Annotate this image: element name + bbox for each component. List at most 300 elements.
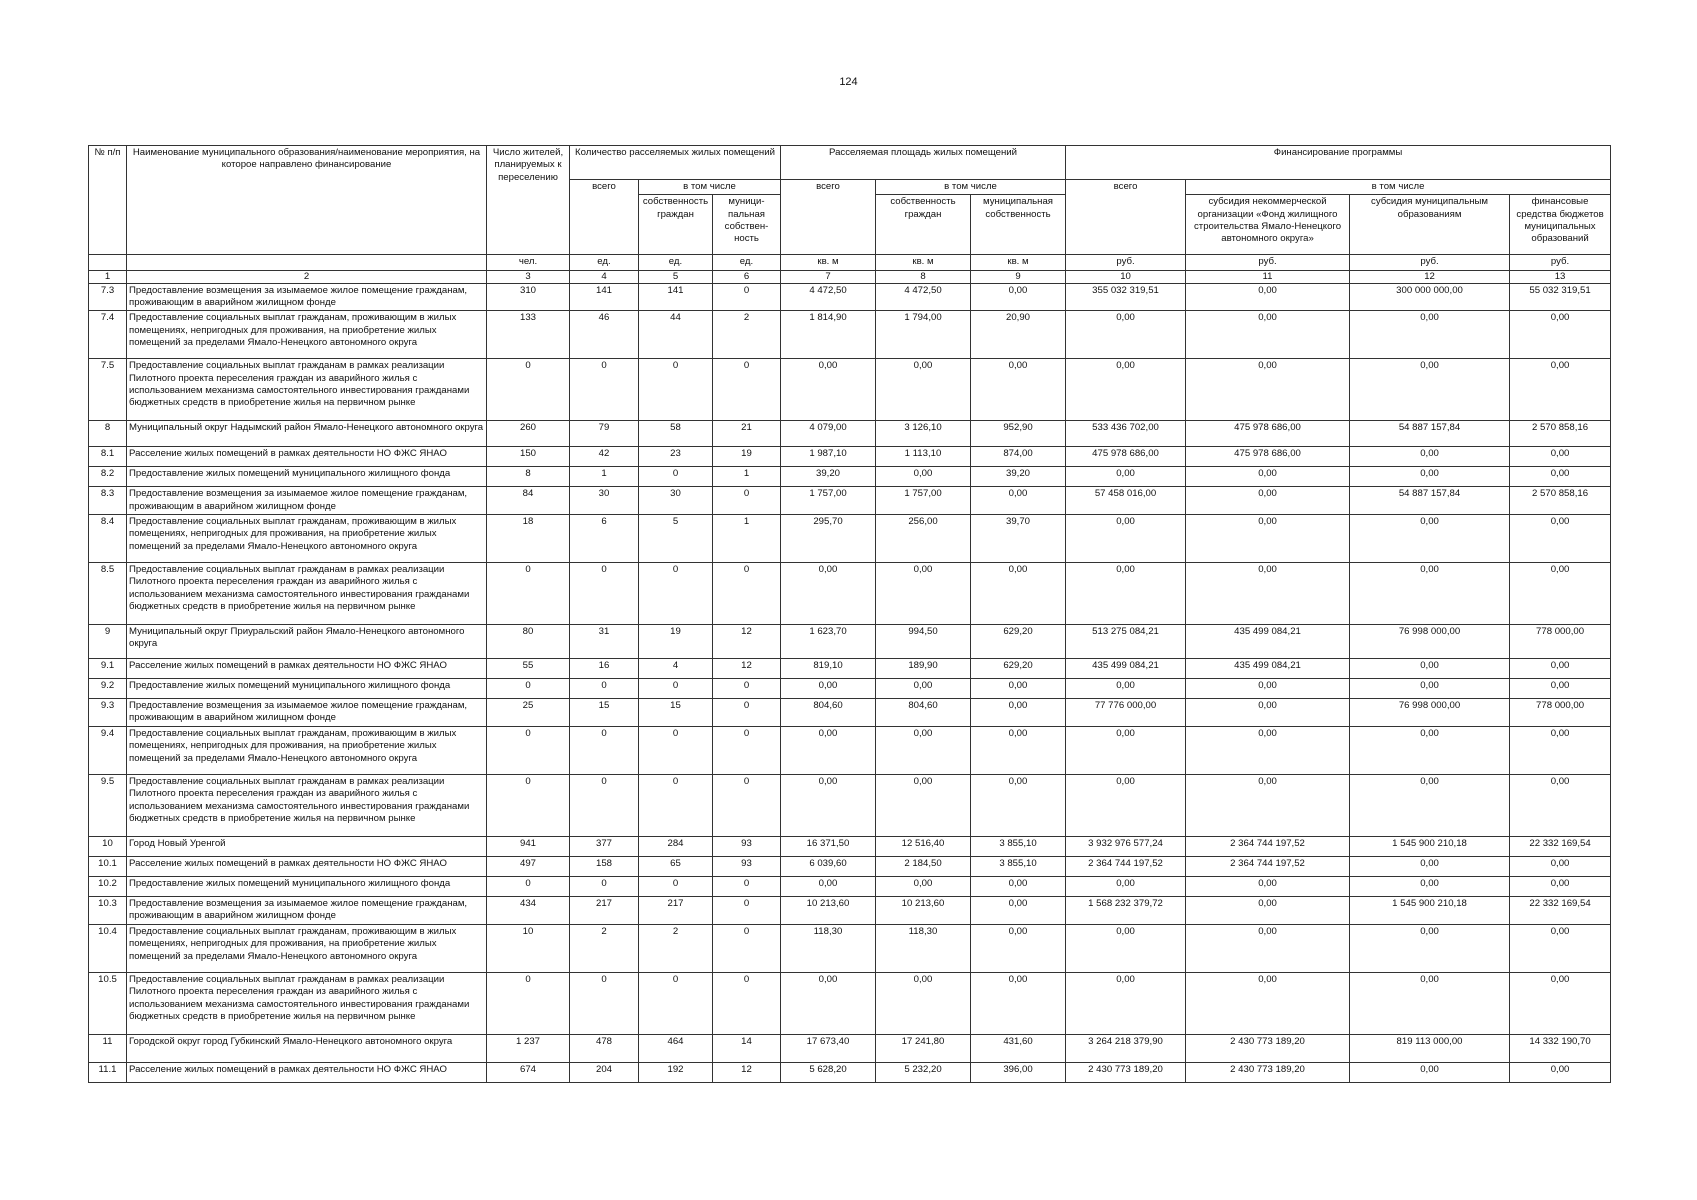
row-number-cell: 9.3 — [89, 699, 127, 727]
row-number-cell: 8.4 — [89, 515, 127, 563]
row-number-cell: 10.2 — [89, 877, 127, 897]
value-cell: 204 — [570, 1063, 639, 1083]
resettlement-table-wrapper — [88, 145, 1611, 1083]
value-cell: 0,00 — [1186, 563, 1350, 625]
row-number-cell: 10.5 — [89, 973, 127, 1035]
value-cell: 0,00 — [1350, 515, 1510, 563]
value-cell: 0,00 — [876, 467, 971, 487]
value-cell: 77 776 000,00 — [1066, 699, 1186, 727]
unit-cell: кв. м — [781, 255, 876, 270]
value-cell: 19 — [713, 447, 781, 467]
value-cell: 12 — [713, 659, 781, 679]
row-name-cell: Предоставление социальных выплат гражданам в рамках реализации Пилотного проекта переселения граждан из аварийного жилья с использованием механизма самостоятельного инвестирования гражданами бюджетных средств в приобретение жилья на первичном рынке — [127, 563, 487, 625]
value-cell: 629,20 — [971, 659, 1066, 679]
value-cell: 0 — [713, 727, 781, 775]
value-cell: 0 — [487, 877, 570, 897]
value-cell: 0,00 — [1066, 515, 1186, 563]
value-cell: 0,00 — [971, 487, 1066, 515]
value-cell: 431,60 — [971, 1035, 1066, 1063]
value-cell: 819,10 — [781, 659, 876, 679]
value-cell: 0,00 — [1066, 973, 1186, 1035]
column-index-cell: 10 — [1066, 270, 1186, 283]
value-cell: 804,60 — [876, 699, 971, 727]
value-cell: 1 814,90 — [781, 311, 876, 359]
value-cell: 2 — [639, 925, 713, 973]
value-cell: 1 — [570, 467, 639, 487]
value-cell: 0,00 — [1350, 447, 1510, 467]
value-cell: 1 — [713, 467, 781, 487]
value-cell: 0,00 — [1510, 973, 1611, 1035]
value-cell: 0,00 — [781, 563, 876, 625]
unit-cell: руб. — [1350, 255, 1510, 270]
value-cell: 0,00 — [971, 679, 1066, 699]
value-cell: 0 — [487, 563, 570, 625]
value-cell: 0,00 — [876, 679, 971, 699]
table-row — [89, 727, 1611, 775]
value-cell: 1 623,70 — [781, 625, 876, 659]
row-number-cell: 8 — [89, 421, 127, 447]
value-cell: 0,00 — [781, 679, 876, 699]
value-cell: 0,00 — [1350, 311, 1510, 359]
value-cell: 0,00 — [781, 359, 876, 421]
value-cell: 0,00 — [1510, 359, 1611, 421]
value-cell: 0,00 — [1510, 1063, 1611, 1083]
row-name-cell: Муниципальный округ Приуральский район Ямало-Ненецкого автономного округа — [127, 625, 487, 659]
value-cell: 0,00 — [876, 359, 971, 421]
value-cell: 0 — [713, 775, 781, 837]
value-cell: 435 499 084,21 — [1066, 659, 1186, 679]
value-cell: 0,00 — [1186, 925, 1350, 973]
row-number-cell: 10.1 — [89, 857, 127, 877]
value-cell: 22 332 169,54 — [1510, 897, 1611, 925]
value-cell: 0,00 — [1510, 311, 1611, 359]
value-cell: 0,00 — [1350, 679, 1510, 699]
unit-cell: руб. — [1186, 255, 1350, 270]
value-cell: 12 — [713, 1063, 781, 1083]
value-cell: 1 757,00 — [876, 487, 971, 515]
area-citizens-header: собственность граждан — [876, 195, 971, 255]
row-name-cell: Предоставление социальных выплат гражданам, проживающим в жилых помещениях, непригодных для проживания, на приобретение жилых помещений за пределами Ямало-Ненецкого автономного округа — [127, 311, 487, 359]
table-row — [89, 625, 1611, 659]
value-cell: 76 998 000,00 — [1350, 625, 1510, 659]
value-cell: 513 275 084,21 — [1066, 625, 1186, 659]
value-cell: 0,00 — [1066, 563, 1186, 625]
value-cell: 435 499 084,21 — [1186, 659, 1350, 679]
value-cell: 0,00 — [1510, 563, 1611, 625]
column-index-cell: 11 — [1186, 270, 1350, 283]
value-cell: 39,20 — [971, 467, 1066, 487]
row-number-cell: 7.5 — [89, 359, 127, 421]
value-cell: 141 — [570, 283, 639, 311]
value-cell: 31 — [570, 625, 639, 659]
value-cell: 0,00 — [971, 699, 1066, 727]
units-empty-cell — [127, 255, 487, 270]
value-cell: 0 — [570, 973, 639, 1035]
value-cell: 16 371,50 — [781, 837, 876, 857]
value-cell: 0 — [570, 877, 639, 897]
value-cell: 0 — [639, 973, 713, 1035]
value-cell: 1 987,10 — [781, 447, 876, 467]
value-cell: 0,00 — [971, 877, 1066, 897]
premises-citizens-header: собственность граждан — [639, 195, 713, 255]
unit-cell: кв. м — [876, 255, 971, 270]
value-cell: 17 241,80 — [876, 1035, 971, 1063]
area-total-header: всего — [781, 180, 876, 255]
value-cell: 133 — [487, 311, 570, 359]
column-index-cell: 4 — [570, 270, 639, 283]
value-cell: 0,00 — [971, 563, 1066, 625]
table-row — [89, 421, 1611, 447]
value-cell: 0 — [570, 727, 639, 775]
row-name-cell: Предоставление жилых помещений муниципального жилищного фонда — [127, 467, 487, 487]
column-index-cell: 5 — [639, 270, 713, 283]
finance-total-header: всего — [1066, 180, 1186, 255]
unit-cell: руб. — [1510, 255, 1611, 270]
table-row — [89, 877, 1611, 897]
value-cell: 0,00 — [1510, 775, 1611, 837]
table-row — [89, 1035, 1611, 1063]
value-cell: 533 436 702,00 — [1066, 421, 1186, 447]
row-name-cell: Расселение жилых помещений в рамках деятельности НО ФЖС ЯНАО — [127, 659, 487, 679]
value-cell: 54 887 157,84 — [1350, 421, 1510, 447]
value-cell: 0 — [639, 877, 713, 897]
value-cell: 217 — [639, 897, 713, 925]
value-cell: 464 — [639, 1035, 713, 1063]
value-cell: 0 — [713, 699, 781, 727]
column-index-cell: 1 — [89, 270, 127, 283]
value-cell: 1 757,00 — [781, 487, 876, 515]
value-cell: 0,00 — [1186, 515, 1350, 563]
value-cell: 260 — [487, 421, 570, 447]
value-cell: 0,00 — [1066, 467, 1186, 487]
value-cell: 0 — [639, 563, 713, 625]
value-cell: 2 — [570, 925, 639, 973]
value-cell: 3 855,10 — [971, 837, 1066, 857]
value-cell: 15 — [570, 699, 639, 727]
column-index-cell: 3 — [487, 270, 570, 283]
col-number-header: № п/п — [89, 146, 127, 255]
value-cell: 434 — [487, 897, 570, 925]
value-cell: 0,00 — [1066, 359, 1186, 421]
value-cell: 141 — [639, 283, 713, 311]
col-residents-header: Число жителей, планируемых к переселению — [487, 146, 570, 255]
value-cell: 355 032 319,51 — [1066, 283, 1186, 311]
value-cell: 0,00 — [1186, 775, 1350, 837]
value-cell: 0 — [570, 359, 639, 421]
value-cell: 435 499 084,21 — [1186, 625, 1350, 659]
value-cell: 2 430 773 189,20 — [1066, 1063, 1186, 1083]
row-number-cell: 7.3 — [89, 283, 127, 311]
value-cell: 0,00 — [971, 925, 1066, 973]
value-cell: 12 516,40 — [876, 837, 971, 857]
value-cell: 994,50 — [876, 625, 971, 659]
value-cell: 874,00 — [971, 447, 1066, 467]
value-cell: 377 — [570, 837, 639, 857]
value-cell: 16 — [570, 659, 639, 679]
value-cell: 25 — [487, 699, 570, 727]
area-incl-header: в том числе — [876, 180, 1066, 195]
value-cell: 76 998 000,00 — [1350, 699, 1510, 727]
table-row — [89, 359, 1611, 421]
table-row — [89, 837, 1611, 857]
column-index-cell: 13 — [1510, 270, 1611, 283]
value-cell: 5 628,20 — [781, 1063, 876, 1083]
unit-cell: чел. — [487, 255, 570, 270]
finance-subsidy-header: субсидия муниципальным образованиям — [1350, 195, 1510, 255]
value-cell: 0,00 — [876, 727, 971, 775]
value-cell: 0,00 — [1510, 515, 1611, 563]
value-cell: 0,00 — [1350, 727, 1510, 775]
table-row — [89, 487, 1611, 515]
value-cell: 1 113,10 — [876, 447, 971, 467]
column-index-cell: 2 — [127, 270, 487, 283]
row-name-cell: Предоставление возмещения за изымаемое жилое помещение гражданам, проживающим в аварийном жилищном фонде — [127, 283, 487, 311]
row-name-cell: Расселение жилых помещений в рамках деятельности НО ФЖС ЯНАО — [127, 857, 487, 877]
value-cell: 1 545 900 210,18 — [1350, 897, 1510, 925]
value-cell: 0 — [713, 487, 781, 515]
table-row — [89, 925, 1611, 973]
table-row — [89, 515, 1611, 563]
value-cell: 0,00 — [1350, 359, 1510, 421]
value-cell: 1 — [713, 515, 781, 563]
value-cell: 0,00 — [1350, 659, 1510, 679]
value-cell: 284 — [639, 837, 713, 857]
value-cell: 79 — [570, 421, 639, 447]
value-cell: 30 — [570, 487, 639, 515]
value-cell: 3 932 976 577,24 — [1066, 837, 1186, 857]
row-number-cell: 8.5 — [89, 563, 127, 625]
value-cell: 0,00 — [1350, 775, 1510, 837]
value-cell: 6 — [570, 515, 639, 563]
value-cell: 150 — [487, 447, 570, 467]
value-cell: 0,00 — [1186, 877, 1350, 897]
table-row — [89, 775, 1611, 837]
value-cell: 2 184,50 — [876, 857, 971, 877]
value-cell: 0,00 — [1350, 563, 1510, 625]
value-cell: 0,00 — [1186, 897, 1350, 925]
value-cell: 0 — [570, 679, 639, 699]
value-cell: 0 — [639, 467, 713, 487]
row-name-cell: Предоставление жилых помещений муниципального жилищного фонда — [127, 877, 487, 897]
value-cell: 497 — [487, 857, 570, 877]
table-row — [89, 467, 1611, 487]
value-cell: 0,00 — [876, 973, 971, 1035]
value-cell: 256,00 — [876, 515, 971, 563]
value-cell: 3 855,10 — [971, 857, 1066, 877]
value-cell: 674 — [487, 1063, 570, 1083]
value-cell: 0,00 — [1066, 775, 1186, 837]
value-cell: 0,00 — [1066, 877, 1186, 897]
value-cell: 10 213,60 — [876, 897, 971, 925]
value-cell: 0 — [713, 877, 781, 897]
value-cell: 778 000,00 — [1510, 699, 1611, 727]
value-cell: 0 — [713, 563, 781, 625]
value-cell: 4 — [639, 659, 713, 679]
table-row — [89, 311, 1611, 359]
value-cell: 0,00 — [1186, 679, 1350, 699]
row-name-cell: Расселение жилых помещений в рамках деятельности НО ФЖС ЯНАО — [127, 447, 487, 467]
row-name-cell: Предоставление социальных выплат гражданам в рамках реализации Пилотного проекта переселения граждан из аварийного жилья с использованием механизма самостоятельного инвестирования гражданами бюджетных средств в приобретение жилья на первичном рынке — [127, 775, 487, 837]
value-cell: 0,00 — [971, 359, 1066, 421]
row-number-cell: 11 — [89, 1035, 127, 1063]
value-cell: 0,00 — [971, 283, 1066, 311]
row-name-cell: Предоставление социальных выплат гражданам в рамках реализации Пилотного проекта переселения граждан из аварийного жилья с использованием механизма самостоятельного инвестирования гражданами бюджетных средств в приобретение жилья на первичном рынке — [127, 359, 487, 421]
value-cell: 21 — [713, 421, 781, 447]
value-cell: 1 568 232 379,72 — [1066, 897, 1186, 925]
value-cell: 475 978 686,00 — [1186, 447, 1350, 467]
row-name-cell: Предоставление возмещения за изымаемое жилое помещение гражданам, проживающим в аварийном жилищном фонде — [127, 897, 487, 925]
value-cell: 0,00 — [971, 897, 1066, 925]
row-number-cell: 9.1 — [89, 659, 127, 679]
value-cell: 0,00 — [1186, 359, 1350, 421]
value-cell: 0,00 — [1350, 467, 1510, 487]
row-number-cell: 9.5 — [89, 775, 127, 837]
value-cell: 475 978 686,00 — [1186, 421, 1350, 447]
page-number: 124 — [839, 76, 858, 88]
value-cell: 19 — [639, 625, 713, 659]
table-row — [89, 857, 1611, 877]
value-cell: 20,90 — [971, 311, 1066, 359]
value-cell: 2 570 858,16 — [1510, 421, 1611, 447]
table-row — [89, 563, 1611, 625]
value-cell: 0,00 — [1510, 877, 1611, 897]
value-cell: 0 — [713, 359, 781, 421]
value-cell: 217 — [570, 897, 639, 925]
value-cell: 0,00 — [876, 877, 971, 897]
finance-local-header: финансовые средства бюджетов муниципальных образований — [1510, 195, 1611, 255]
value-cell: 0 — [639, 775, 713, 837]
value-cell: 1 545 900 210,18 — [1350, 837, 1510, 857]
row-number-cell: 10 — [89, 837, 127, 857]
value-cell: 30 — [639, 487, 713, 515]
row-name-cell: Предоставление социальных выплат гражданам в рамках реализации Пилотного проекта переселения граждан из аварийного жилья с использованием механизма самостоятельного инвестирования гражданами бюджетных средств в приобретение жилья на первичном рынке — [127, 973, 487, 1035]
value-cell: 58 — [639, 421, 713, 447]
value-cell: 54 887 157,84 — [1350, 487, 1510, 515]
value-cell: 0,00 — [1350, 877, 1510, 897]
row-number-cell: 9 — [89, 625, 127, 659]
column-index-row — [89, 270, 1611, 283]
value-cell: 478 — [570, 1035, 639, 1063]
value-cell: 475 978 686,00 — [1066, 447, 1186, 467]
premises-incl-header: в том числе — [639, 180, 781, 195]
value-cell: 941 — [487, 837, 570, 857]
value-cell: 0 — [487, 679, 570, 699]
unit-cell: руб. — [1066, 255, 1186, 270]
value-cell: 0,00 — [1186, 487, 1350, 515]
column-index-cell: 6 — [713, 270, 781, 283]
row-number-cell: 9.2 — [89, 679, 127, 699]
row-name-cell: Городской округ город Губкинский Ямало-Ненецкого автономного округа — [127, 1035, 487, 1063]
value-cell: 0 — [713, 925, 781, 973]
value-cell: 14 332 190,70 — [1510, 1035, 1611, 1063]
value-cell: 4 079,00 — [781, 421, 876, 447]
premises-municipal-header: муници-пальная собствен-ность — [713, 195, 781, 255]
value-cell: 189,90 — [876, 659, 971, 679]
value-cell: 17 673,40 — [781, 1035, 876, 1063]
row-name-cell: Предоставление возмещения за изымаемое жилое помещение гражданам, проживающим в аварийном жилищном фонде — [127, 487, 487, 515]
value-cell: 0 — [713, 283, 781, 311]
units-row — [89, 255, 1611, 270]
row-number-cell: 8.1 — [89, 447, 127, 467]
value-cell: 0 — [570, 775, 639, 837]
value-cell: 0,00 — [1186, 973, 1350, 1035]
finance-fund-header: субсидия некоммерческой организации «Фонд жилищного строительства Ямало-Ненецкого автономного округа» — [1186, 195, 1350, 255]
value-cell: 0,00 — [1510, 925, 1611, 973]
value-cell: 55 032 319,51 — [1510, 283, 1611, 311]
table-row — [89, 897, 1611, 925]
value-cell: 0,00 — [1350, 857, 1510, 877]
value-cell: 0 — [713, 973, 781, 1035]
value-cell: 23 — [639, 447, 713, 467]
value-cell: 952,90 — [971, 421, 1066, 447]
row-name-cell: Предоставление социальных выплат гражданам, проживающим в жилых помещениях, непригодных для проживания, на приобретение жилых помещений за пределами Ямало-Ненецкого автономного округа — [127, 515, 487, 563]
value-cell: 3 264 218 379,90 — [1066, 1035, 1186, 1063]
table-row — [89, 447, 1611, 467]
value-cell: 0,00 — [971, 727, 1066, 775]
row-number-cell: 11.1 — [89, 1063, 127, 1083]
table-row — [89, 1063, 1611, 1083]
row-name-cell: Предоставление возмещения за изымаемое жилое помещение гражданам, проживающим в аварийном жилищном фонде — [127, 699, 487, 727]
table-row — [89, 679, 1611, 699]
value-cell: 93 — [713, 857, 781, 877]
value-cell: 0 — [487, 359, 570, 421]
table-row — [89, 699, 1611, 727]
value-cell: 0,00 — [1350, 1063, 1510, 1083]
column-index-cell: 9 — [971, 270, 1066, 283]
table-body — [89, 283, 1611, 1082]
area-group-header: Расселяемая площадь жилых помещений — [781, 146, 1066, 180]
value-cell: 39,20 — [781, 467, 876, 487]
value-cell: 0,00 — [1510, 857, 1611, 877]
units-empty-cell — [89, 255, 127, 270]
value-cell: 0,00 — [781, 727, 876, 775]
row-number-cell: 10.4 — [89, 925, 127, 973]
value-cell: 22 332 169,54 — [1510, 837, 1611, 857]
premises-group-header: Количество расселяемых жилых помещений — [570, 146, 781, 180]
value-cell: 0,00 — [781, 775, 876, 837]
premises-total-header: всего — [570, 180, 639, 255]
value-cell: 1 237 — [487, 1035, 570, 1063]
value-cell: 1 794,00 — [876, 311, 971, 359]
value-cell: 629,20 — [971, 625, 1066, 659]
value-cell: 0,00 — [1066, 925, 1186, 973]
value-cell: 14 — [713, 1035, 781, 1063]
value-cell: 6 039,60 — [781, 857, 876, 877]
row-name-cell: Расселение жилых помещений в рамках деятельности НО ФЖС ЯНАО — [127, 1063, 487, 1083]
col-name-header: Наименование муниципального образования/наименование мероприятия, на которое направлено финансирование — [127, 146, 487, 255]
value-cell: 0,00 — [1510, 467, 1611, 487]
value-cell: 55 — [487, 659, 570, 679]
value-cell: 2 — [713, 311, 781, 359]
value-cell: 0 — [487, 973, 570, 1035]
area-municipal-header: муниципальная собственность — [971, 195, 1066, 255]
value-cell: 0,00 — [1066, 727, 1186, 775]
finance-incl-header: в том числе — [1186, 180, 1611, 195]
value-cell: 2 364 744 197,52 — [1186, 837, 1350, 857]
table-row — [89, 659, 1611, 679]
value-cell: 0,00 — [1510, 679, 1611, 699]
value-cell: 10 — [487, 925, 570, 973]
value-cell: 118,30 — [781, 925, 876, 973]
row-number-cell: 9.4 — [89, 727, 127, 775]
value-cell: 804,60 — [781, 699, 876, 727]
value-cell: 0 — [639, 727, 713, 775]
value-cell: 0 — [639, 359, 713, 421]
value-cell: 0 — [713, 679, 781, 699]
row-name-cell: Предоставление жилых помещений муниципального жилищного фонда — [127, 679, 487, 699]
value-cell: 0,00 — [1066, 311, 1186, 359]
row-number-cell: 8.2 — [89, 467, 127, 487]
